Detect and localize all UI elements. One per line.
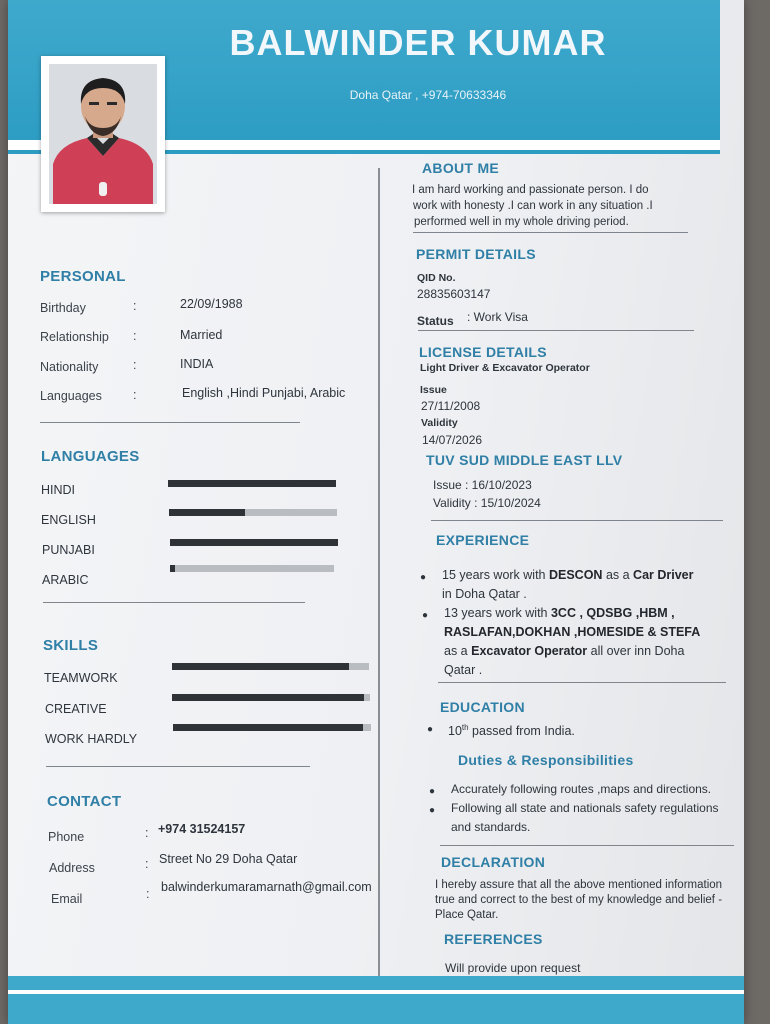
bullet-icon: ● (422, 610, 429, 621)
nationality-label: Nationality (40, 360, 99, 374)
license-issue-value: 27/11/2008 (421, 399, 481, 413)
text: in Doha Qatar . (442, 587, 527, 601)
section-rule (440, 845, 734, 846)
bar-fill (170, 565, 175, 572)
section-rule (438, 682, 726, 683)
language-arabic-label: ARABIC (42, 573, 89, 587)
role: Car Driver (633, 568, 694, 582)
address-value: Street No 29 Doha Qatar (159, 852, 298, 866)
contact-title: CONTACT (47, 793, 122, 810)
text: and standards. (451, 820, 531, 834)
experience-title: EXPERIENCE (436, 532, 530, 548)
license-validity-value: 14/07/2026 (422, 433, 483, 447)
text: as a (602, 568, 634, 582)
employers: 3CC , QDSBG ,HBM , (550, 606, 675, 620)
phone-value: +974 31524157 (158, 822, 246, 836)
section-rule (431, 520, 723, 521)
skill-work-hardly-label: WORK HARDLY (45, 732, 138, 746)
about-line-2: work with honesty .I can work in any situation .I (413, 200, 653, 212)
personal-title: PERSONAL (40, 268, 126, 285)
education-item (448, 718, 575, 741)
references-text: Will provide upon request (445, 961, 581, 975)
permit-title: PERMIT DETAILS (416, 246, 536, 262)
role: Excavator Operator (471, 644, 588, 658)
duties-title: Duties & Responsibilities (458, 752, 634, 768)
about-line-3: performed well in my whole driving period. (414, 216, 629, 228)
colon: : (145, 826, 149, 840)
bullet-icon: ● (427, 724, 434, 735)
section-rule (46, 766, 310, 767)
superscript: th (461, 723, 469, 732)
duty-item-1: Accurately following routes ,maps and directions. (451, 782, 712, 796)
skill-creative-label: CREATIVE (45, 702, 107, 716)
section-rule (43, 602, 305, 603)
profile-photo (49, 64, 157, 204)
birthday-label: Birthday (40, 301, 86, 315)
language-punjabi-bar (170, 539, 338, 546)
skills-title: SKILLS (43, 637, 99, 654)
bullet-icon: ● (429, 786, 436, 797)
license-validity-label: Validity (421, 417, 458, 429)
bar-fill (170, 539, 338, 546)
relationship-value: Married (180, 328, 223, 342)
resume-page (8, 0, 744, 1024)
text: 15 years work with (442, 568, 549, 582)
phone-label: Phone (48, 830, 85, 844)
bar-fill (173, 724, 363, 731)
about-line-1: I am hard working and passionate person. I do (412, 184, 649, 196)
section-rule (40, 422, 300, 423)
declaration-title: DECLARATION (441, 854, 546, 870)
license-issue-label: Issue (420, 384, 447, 396)
bar-fill (168, 480, 336, 487)
section-rule (413, 232, 688, 233)
tuv-title: TUV SUD MIDDLE EAST LLV (426, 452, 623, 468)
skill-creative-bar (172, 694, 370, 701)
profile-photo-frame (41, 56, 165, 212)
bullet-icon: ● (429, 805, 436, 816)
experience-item-2 (444, 604, 700, 680)
bar-fill (172, 663, 349, 670)
languages-label: Languages (40, 389, 102, 403)
education-title: EDUCATION (440, 699, 525, 715)
bar-fill (172, 694, 364, 701)
text: as a (444, 644, 472, 658)
footer-banner (8, 976, 744, 1024)
employers: RASLAFAN,DOKHAN ,HOMESIDE & STEFA (444, 625, 701, 639)
relationship-label: Relationship (40, 330, 109, 344)
location-phone: Doha Qatar , +974-70633346 (349, 88, 507, 102)
nationality-value: INDIA (180, 357, 214, 371)
colon: : (145, 857, 149, 871)
declaration-text (435, 878, 722, 923)
colon: : (133, 358, 137, 372)
address-label: Address (49, 861, 95, 875)
tuv-issue: Issue : 16/10/2023 (433, 478, 532, 492)
candidate-name: BALWINDER KUMAR (229, 22, 607, 63)
duty-item-2 (451, 799, 719, 837)
bullet-icon: ● (420, 572, 427, 583)
skill-teamwork-bar (172, 663, 369, 670)
text: 13 years work with (444, 606, 551, 620)
languages-title: LANGUAGES (41, 448, 140, 465)
text: Qatar . (444, 663, 483, 677)
status-value: : Work Visa (467, 310, 528, 324)
column-divider (378, 168, 380, 978)
skill-work-hardly-bar (173, 724, 371, 731)
language-hindi-bar (168, 480, 336, 487)
text: passed from India. (468, 724, 575, 739)
tuv-validity: Validity : 15/10/2024 (433, 496, 541, 510)
experience-item-1 (442, 566, 694, 604)
email-value: balwinderkumaramarnath@gmail.com (161, 880, 372, 894)
references-title: REFERENCES (444, 931, 543, 947)
language-english-bar (169, 509, 337, 516)
employer: DESCON (548, 568, 603, 582)
license-type: Light Driver & Excavator Operator (420, 362, 590, 374)
text: Place Qatar. (435, 909, 499, 921)
about-title: ABOUT ME (422, 160, 500, 176)
language-english-label: ENGLISH (41, 513, 96, 527)
colon: : (133, 299, 137, 313)
text: all over inn Doha (587, 644, 685, 658)
colon: : (146, 887, 150, 901)
languages-value: English ,Hindi Punjabi, Arabic (182, 386, 346, 400)
person-portrait-icon (49, 64, 157, 204)
birthday-value: 22/09/1988 (180, 297, 243, 311)
text: 10 (448, 724, 462, 739)
language-punjabi-label: PUNJABI (42, 543, 95, 557)
qid-value: 28835603147 (417, 287, 491, 301)
bar-fill (169, 509, 245, 516)
qid-label: QID No. (417, 272, 456, 284)
text: I hereby assure that all the above mentioned information (435, 879, 723, 891)
text: Following all state and nationals safety regulations (451, 801, 719, 815)
colon: : (133, 388, 137, 402)
license-title: LICENSE DETAILS (419, 344, 547, 360)
language-arabic-bar (170, 565, 334, 572)
section-rule (418, 330, 694, 331)
email-label: Email (51, 892, 83, 906)
language-hindi-label: HINDI (41, 483, 76, 497)
colon: : (133, 329, 137, 343)
skill-teamwork-label: TEAMWORK (44, 671, 118, 685)
footer-stripe (8, 990, 744, 994)
text: true and correct to the best of my knowledge and belief - (435, 894, 723, 906)
status-label: Status (417, 314, 454, 328)
